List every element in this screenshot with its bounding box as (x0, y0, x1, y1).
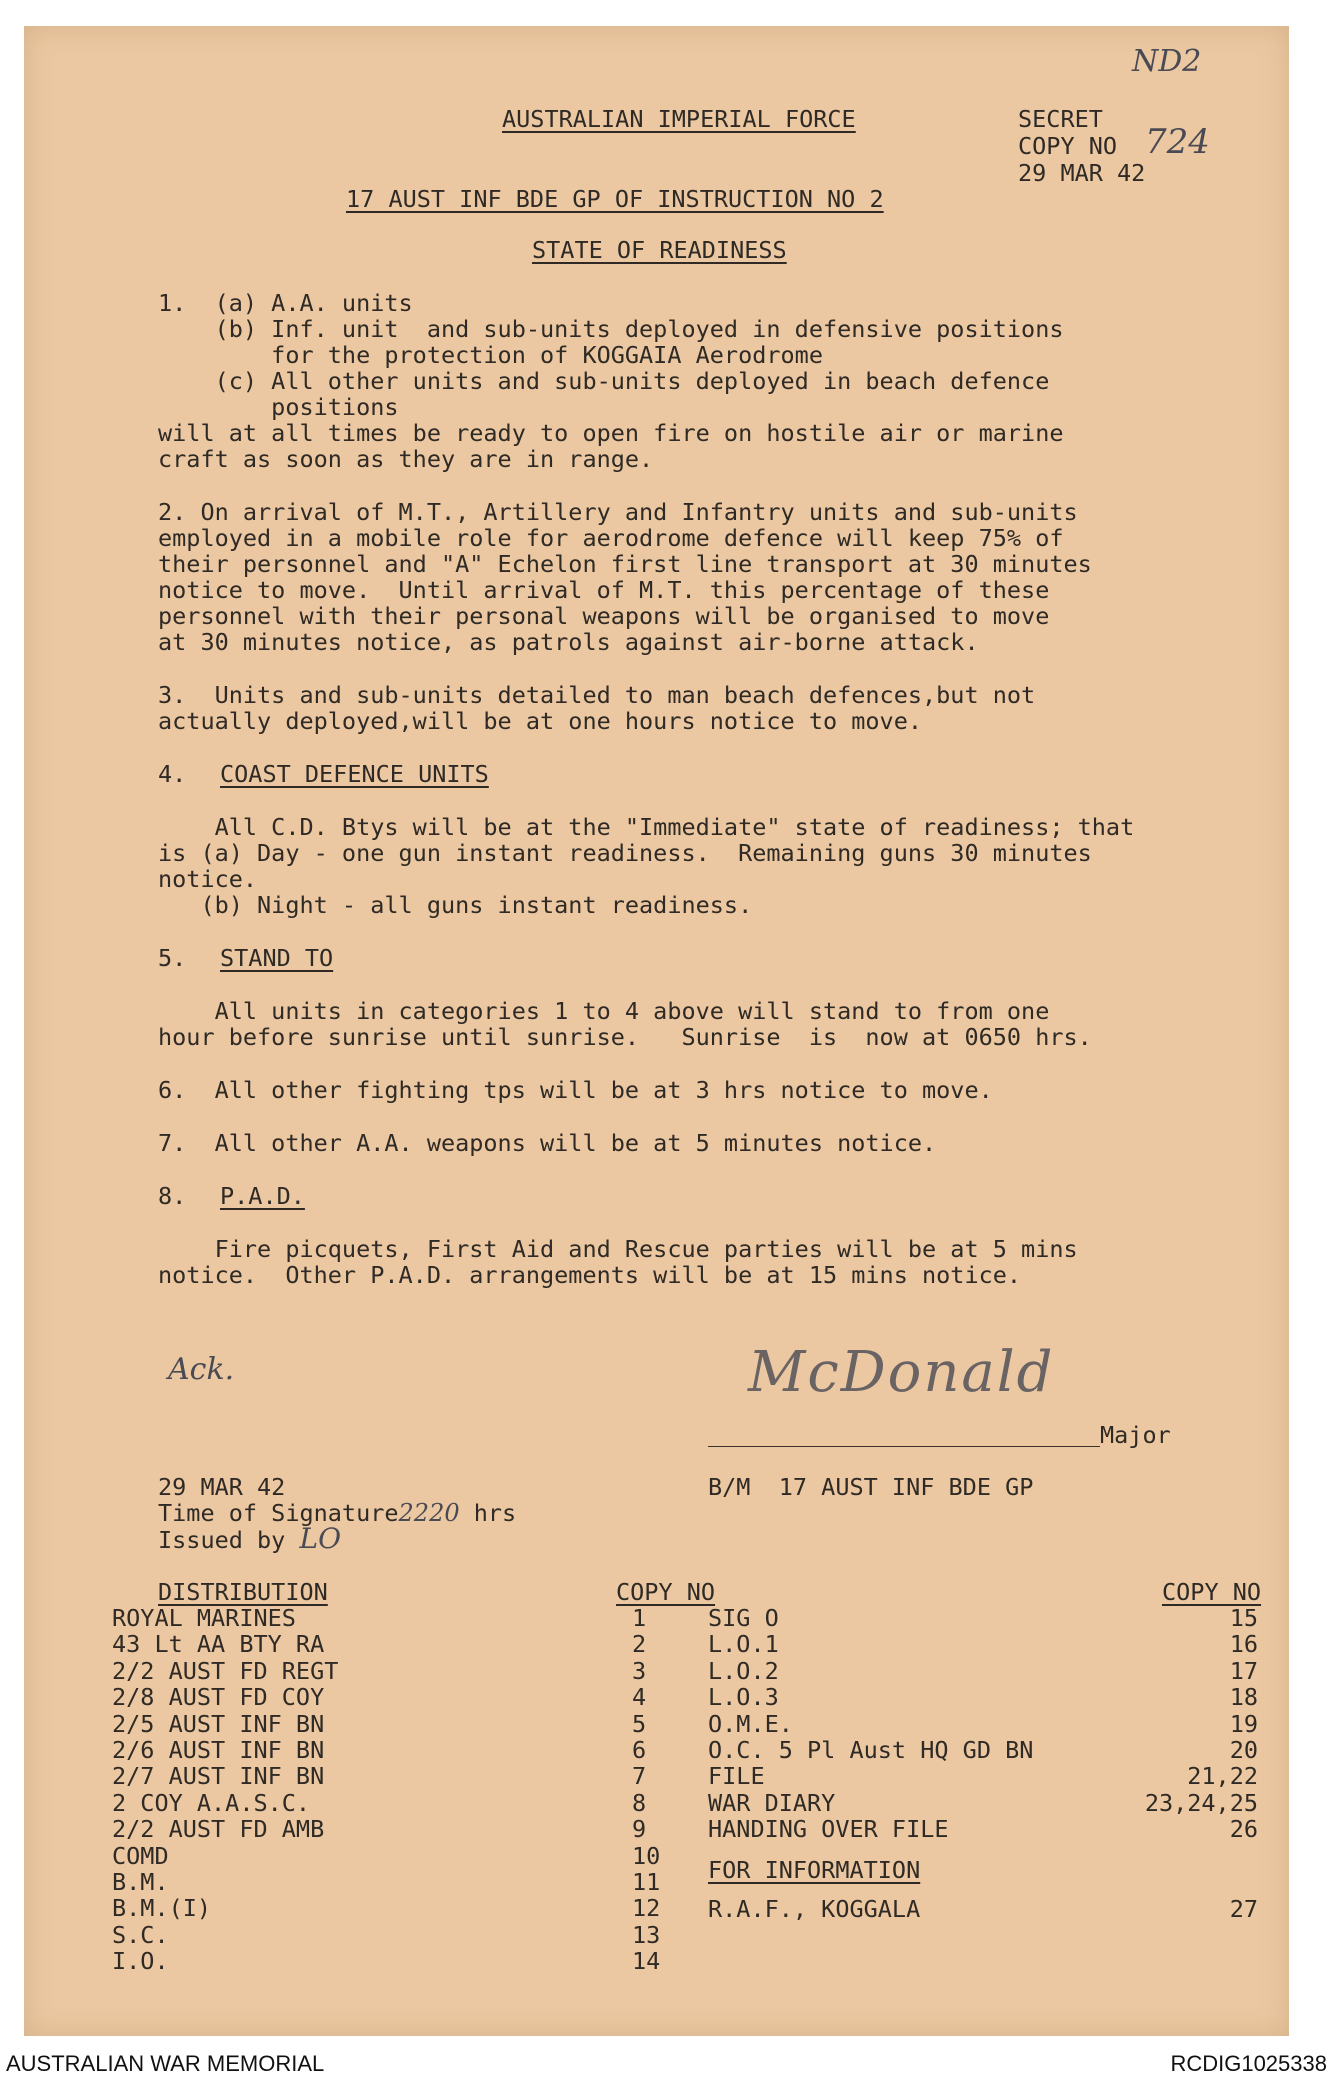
distribution-recipient: O.C. 5 Pl Aust HQ GD BN (708, 1736, 1034, 1764)
para4-number: 4. (158, 760, 187, 788)
distribution-row (112, 1737, 672, 1763)
distribution-copy-number: 6 (632, 1736, 647, 1764)
distribution-row (708, 1684, 1278, 1710)
distribution-copy-number: 26 (1229, 1815, 1258, 1844)
para1-line-b2: for the protection of KOGGAIA Aerodrome (158, 341, 823, 369)
distribution-row (112, 1816, 672, 1842)
acknowledgement-handwritten: Ack. (168, 1352, 235, 1387)
signatory-rank: Major (1100, 1421, 1171, 1449)
para3-line: actually deployed,will be at one hours notice to move. (158, 707, 923, 735)
signature-handwritten: McDonald (748, 1340, 1055, 1405)
para5-number: 5. (158, 944, 187, 972)
document-subtitle: STATE OF READINESS (532, 236, 787, 264)
distribution-copy-heading: COPY NO (616, 1578, 716, 1606)
distribution-copy-number: 5 (632, 1709, 647, 1738)
distribution-row (112, 1843, 672, 1869)
distribution-row (708, 1711, 1278, 1737)
signatory-appointment: B/M 17 AUST INF BDE GP (708, 1473, 1034, 1501)
para1-line-t2: craft as soon as they are in range. (158, 445, 654, 473)
distribution-recipient: 43 Lt AA BTY RA (112, 1630, 325, 1659)
distribution-row (112, 1711, 672, 1737)
distribution-copy-number: 1 (632, 1604, 647, 1632)
distribution-recipient: B.M.(I) (112, 1894, 212, 1923)
distribution-copy-number: 18 (1229, 1683, 1258, 1712)
para4-line: is (a) Day - one gun instant readiness. Remaining guns 30 minutes (158, 839, 1092, 867)
distribution-row (112, 1658, 672, 1684)
distribution-copy-number: 3 (632, 1656, 647, 1685)
issue-date: 29 MAR 42 (158, 1473, 286, 1501)
distribution-recipient: L.O.2 (708, 1656, 779, 1685)
distribution-recipient: 2/2 AUST FD AMB (112, 1815, 325, 1844)
distribution-recipient: SIG O (708, 1604, 779, 1632)
issued-by-label: Issued by (158, 1526, 286, 1554)
distribution-row (112, 1763, 672, 1789)
distribution-copy-number: 23,24,25 (1144, 1788, 1258, 1817)
para5-heading: STAND TO (220, 944, 334, 972)
para8-heading: P.A.D. (220, 1182, 305, 1210)
distribution-copy-number: 17 (1229, 1656, 1258, 1685)
distribution-row (708, 1631, 1278, 1657)
distribution-recipient: I.O. (112, 1947, 169, 1976)
distribution-row (112, 1631, 672, 1657)
distribution-copy-number: 15 (1229, 1604, 1258, 1632)
para2-line: notice to move. Until arrival of M.T. this percentage of these (158, 576, 1050, 604)
distribution-recipient: 2/6 AUST INF BN (112, 1736, 325, 1764)
distribution-row (708, 1763, 1278, 1789)
distribution-copy-number: 4 (632, 1683, 647, 1712)
distribution-copy-number: 2 (632, 1630, 647, 1659)
para8-line: Fire picquets, First Aid and Rescue parties will be at 5 mins (158, 1235, 1078, 1263)
distribution-recipient: ROYAL MARINES (112, 1604, 296, 1632)
for-information-heading: FOR INFORMATION (708, 1856, 921, 1884)
footer-record-id: RCDIG1025338 (1170, 2051, 1327, 2076)
distribution-copy-number: 7 (632, 1762, 647, 1791)
para1-line-t1: will at all times be ready to open fire on hostile air or marine (158, 419, 1064, 447)
distribution-heading: DISTRIBUTION (158, 1578, 328, 1606)
distribution-copy-number: 10 (632, 1841, 661, 1870)
distribution-recipient: COMD (112, 1841, 169, 1870)
distribution-copy-number: 9 (632, 1815, 647, 1844)
distribution-recipient: 2/8 AUST FD COY (112, 1683, 325, 1712)
time-of-signature-label: Time of Signature (158, 1499, 399, 1527)
distribution-row (112, 1869, 672, 1895)
paragraph-6: 6. All other fighting tps will be at 3 hrs notice to move. (158, 1076, 993, 1104)
distribution-recipient: 2/7 AUST INF BN (112, 1762, 325, 1791)
para3-line: 3. Units and sub-units detailed to man beach defences,but not (158, 681, 1036, 709)
distribution-recipient: 2/2 AUST FD REGT (112, 1656, 339, 1685)
distribution-recipient: B.M. (112, 1868, 169, 1896)
distribution-recipient: O.M.E. (708, 1709, 793, 1738)
para1-line-c1: (c) All other units and sub-units deployed in beach defence (158, 367, 1050, 395)
para2-line: at 30 minutes notice, as patrols against air-borne attack. (158, 628, 979, 656)
handwritten-reference: ND2 (1132, 44, 1202, 79)
para1-line-b1: (b) Inf. unit and sub-units deployed in defensive positions (158, 315, 1064, 343)
distribution-row (708, 1790, 1278, 1816)
distribution-row (112, 1922, 672, 1948)
classification: SECRET (1018, 105, 1103, 133)
distribution-row (112, 1895, 672, 1921)
copy-no-value: 724 (1145, 122, 1210, 162)
time-of-signature-suffix: hrs (473, 1499, 517, 1527)
para8-number: 8. (158, 1182, 187, 1210)
distribution-copy-number: 14 (632, 1947, 661, 1976)
para2-line: employed in a mobile role for aerodrome defence will keep 75% of (158, 524, 1064, 552)
distribution-recipient: FILE (708, 1762, 765, 1791)
para4-line: notice. (158, 865, 258, 893)
distribution-row (112, 1684, 672, 1710)
document-title: 17 AUST INF BDE GP OF INSTRUCTION NO 2 (346, 185, 884, 213)
copy-no-label: COPY NO (1018, 132, 1118, 160)
time-of-signature-value: 2220 (398, 1499, 460, 1527)
distribution-copy-number: 8 (632, 1788, 647, 1817)
issued-by (158, 1522, 342, 1555)
para2-line: 2. On arrival of M.T., Artillery and Infantry units and sub-units (158, 498, 1078, 526)
para2-line: their personnel and "A" Echelon first line transport at 30 minutes (158, 550, 1092, 578)
distribution-copy-number: 20 (1229, 1736, 1258, 1764)
distribution-copy-number: 16 (1229, 1630, 1258, 1659)
distribution-recipient: R.A.F., KOGGALA (708, 1895, 921, 1923)
signature-line (708, 1446, 1100, 1447)
distribution-recipient: L.O.3 (708, 1683, 779, 1712)
distribution-row (112, 1605, 672, 1631)
para4-line: (b) Night - all guns instant readiness. (158, 891, 753, 919)
distribution-recipient: S.C. (112, 1920, 169, 1949)
distribution-copy-number: 27 (1229, 1895, 1258, 1923)
para8-line: notice. Other P.A.D. arrangements will be at 15 mins notice. (158, 1261, 1022, 1289)
distribution-recipient: WAR DIARY (708, 1788, 836, 1817)
paragraph-7: 7. All other A.A. weapons will be at 5 minutes notice. (158, 1129, 937, 1157)
organisation-heading: AUSTRALIAN IMPERIAL FORCE (502, 105, 856, 133)
header-date: 29 MAR 42 (1018, 159, 1146, 187)
para4-line: All C.D. Btys will be at the "Immediate" state of readiness; that (158, 813, 1135, 841)
distribution-row (112, 1790, 672, 1816)
para4-heading: COAST DEFENCE UNITS (220, 760, 489, 788)
distribution-row (708, 1658, 1278, 1684)
issued-by-value: LO (299, 1522, 342, 1555)
distribution-copy-number: 11 (632, 1868, 661, 1896)
distribution-recipient: 2/5 AUST INF BN (112, 1709, 325, 1738)
distribution-copy-number: 12 (632, 1894, 661, 1923)
para1-line-c2: positions (158, 393, 399, 421)
distribution-row (112, 1948, 672, 1974)
para2-line: personnel with their personal weapons will be organised to move (158, 602, 1050, 630)
distribution-recipient: L.O.1 (708, 1630, 779, 1659)
distribution-row (708, 1605, 1278, 1631)
distribution-row (708, 1816, 1278, 1842)
distribution-copy-heading-right: COPY NO (1162, 1578, 1262, 1606)
distribution-recipient: 2 COY A.A.S.C. (112, 1788, 311, 1817)
distribution-copy-number: 21,22 (1187, 1762, 1258, 1791)
distribution-recipient: HANDING OVER FILE (708, 1815, 949, 1844)
distribution-row (708, 1737, 1278, 1763)
para5-line: All units in categories 1 to 4 above will stand to from one (158, 997, 1050, 1025)
distribution-copy-number: 19 (1229, 1709, 1258, 1738)
para5-line: hour before sunrise until sunrise. Sunrise is now at 0650 hrs. (158, 1023, 1092, 1051)
para1-line-a: 1. (a) A.A. units (158, 289, 413, 317)
distribution-copy-number: 13 (632, 1920, 661, 1949)
footer-archive-name: AUSTRALIAN WAR MEMORIAL (6, 2051, 325, 2076)
distribution-row (708, 1896, 1278, 1922)
